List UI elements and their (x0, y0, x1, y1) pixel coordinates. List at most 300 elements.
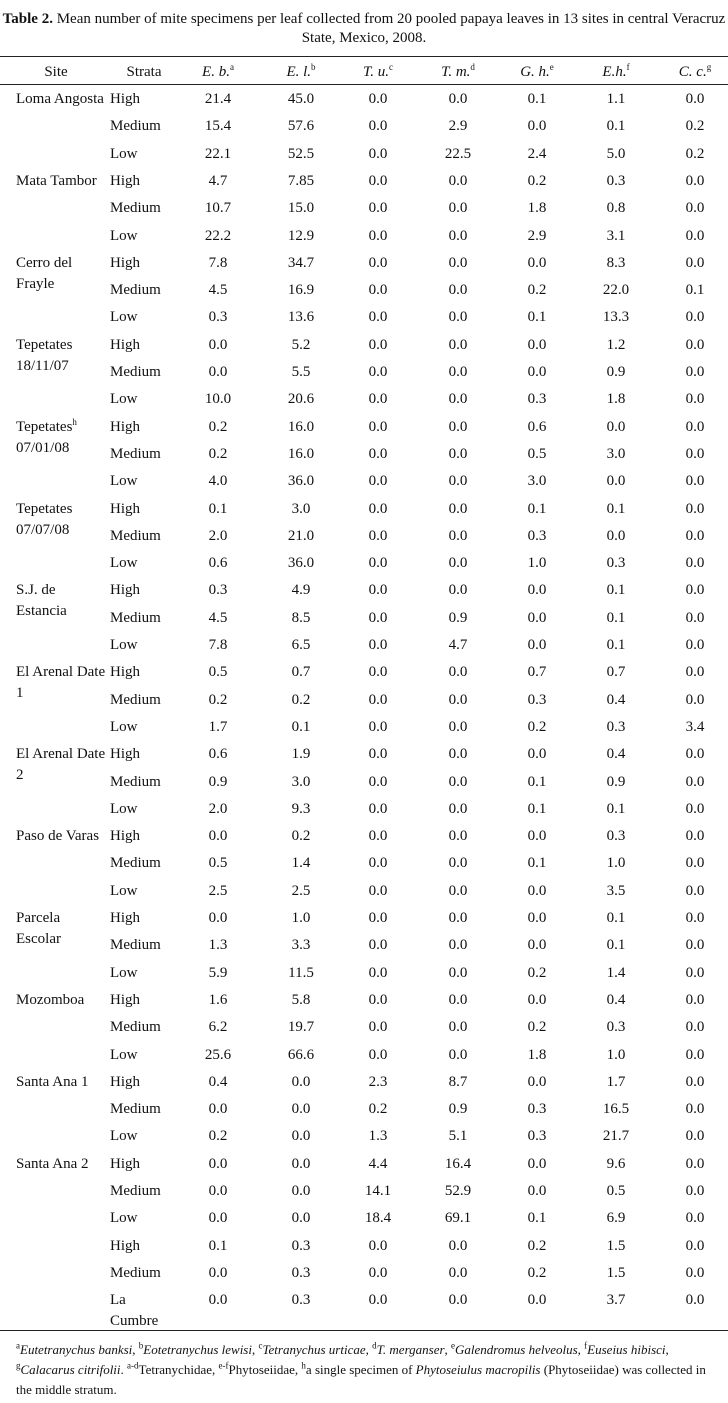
value-cell: 0.1 (208, 1237, 228, 1254)
value-cell: 0.0 (448, 254, 468, 271)
value-cell: 52.5 (287, 145, 315, 162)
value-cell: 1.9 (291, 746, 311, 763)
strata-cell: Medium (110, 855, 161, 872)
value-cell: 11.5 (288, 964, 314, 981)
value-cell: 15.0 (287, 200, 315, 217)
value-cell: 0.0 (527, 1292, 547, 1309)
value-cell: 0.0 (368, 254, 388, 271)
footnote-sup: d (372, 1340, 377, 1351)
site-cell (16, 389, 106, 416)
value-cell: 6.5 (291, 637, 311, 653)
value-cell: 0.0 (448, 991, 468, 1008)
value-cell: 0.0 (448, 227, 468, 244)
value-cell: 0.0 (685, 882, 705, 899)
footnote-text: T. merganser (376, 1342, 445, 1357)
value-cell: 0.0 (368, 336, 388, 353)
value-cell: 0.5 (606, 1183, 626, 1199)
strata-cell: High (110, 1237, 140, 1254)
strata-cell: Low (110, 637, 138, 653)
site-cell (16, 89, 106, 116)
site-name: Tepetates 07/07/08 (16, 500, 73, 538)
value-cell: 0.0 (606, 418, 626, 435)
table-row (0, 632, 728, 659)
value-cell: 0.2 (527, 1264, 547, 1281)
value-cell: 0.1 (606, 800, 626, 817)
value-cell: 0.0 (527, 364, 547, 380)
value-cell: 0.0 (685, 1073, 705, 1090)
value-cell: 0.2 (527, 282, 547, 299)
value-cell: 0.0 (448, 855, 468, 872)
value-cell: 0.0 (448, 364, 468, 380)
value-cell: 7.8 (208, 637, 228, 653)
value-cell: 0.1 (527, 309, 547, 326)
value-cell: 0.0 (208, 828, 228, 845)
table-row (0, 141, 728, 168)
value-cell: 3.1 (606, 227, 626, 244)
value-cell: 0.0 (448, 582, 468, 599)
value-cell: 0.0 (368, 445, 388, 462)
value-cell: 1.0 (291, 910, 311, 926)
site-cell (16, 1017, 106, 1044)
site-cell (16, 717, 106, 744)
table-row (0, 523, 728, 550)
value-cell: 7.8 (208, 254, 228, 271)
value-cell: 2.0 (208, 800, 228, 817)
table-row (0, 605, 728, 632)
footnote-separator: , (444, 1342, 452, 1357)
value-cell: 0.9 (606, 773, 626, 790)
value-cell: 0.3 (291, 1237, 311, 1254)
value-cell: 1.0 (606, 855, 626, 872)
value-cell: 0.1 (606, 118, 626, 135)
footnote-text: a single specimen of (305, 1362, 416, 1377)
value-cell: 0.0 (208, 1101, 228, 1118)
value-cell: 0.0 (448, 1237, 468, 1254)
value-cell: 0.7 (291, 664, 311, 681)
site-cell (16, 853, 106, 880)
value-cell: 0.1 (606, 910, 626, 926)
value-cell: 0.0 (527, 746, 547, 763)
value-cell: 10.0 (204, 391, 232, 408)
value-cell: 0.3 (527, 527, 547, 544)
value-cell: 1.7 (606, 1073, 626, 1090)
site-cell (16, 171, 106, 198)
value-cell: 1.8 (527, 200, 547, 217)
site-cell (16, 662, 106, 702)
value-cell: 0.0 (368, 91, 388, 107)
site-cell (16, 935, 106, 962)
strata-cell: Medium (110, 1183, 161, 1199)
site-cell (16, 526, 106, 553)
value-cell: 0.0 (368, 1237, 388, 1254)
site-name: Mozomboa (16, 991, 85, 1008)
value-cell: 0.1 (685, 282, 705, 299)
site-cell (16, 1181, 106, 1208)
value-cell: 0.0 (527, 1155, 547, 1172)
footnote-sup: c (258, 1340, 263, 1351)
strata-cell: High (110, 910, 140, 926)
column-header (342, 59, 414, 86)
footnote-separator: , (365, 1342, 373, 1357)
value-cell: 69.1 (444, 1210, 472, 1227)
value-cell: 3.7 (606, 1292, 626, 1309)
value-cell: 0.0 (368, 582, 388, 599)
site-sup: h (72, 416, 77, 427)
value-cell: 0.0 (527, 118, 547, 135)
value-cell: 5.0 (606, 145, 626, 162)
column-header-sup: a (229, 62, 234, 72)
column-header-text: E. b. (202, 64, 230, 80)
site-cell (16, 690, 106, 717)
value-cell: 0.9 (448, 1101, 468, 1118)
column-header (16, 59, 96, 86)
value-cell: 0.0 (527, 582, 547, 599)
value-cell: 0.0 (685, 800, 705, 817)
value-cell: 0.0 (685, 1019, 705, 1036)
site-cell (16, 1072, 106, 1099)
value-cell: 66.6 (287, 1046, 315, 1063)
value-cell: 1.7 (208, 718, 228, 735)
value-cell: 0.0 (685, 1128, 705, 1145)
value-cell: 0.0 (291, 1210, 311, 1227)
value-cell: 0.0 (685, 637, 705, 653)
strata-cell: High (110, 336, 140, 353)
value-cell: 16.5 (602, 1101, 630, 1118)
value-cell: 0.0 (208, 336, 228, 353)
column-header-text: E. l. (286, 64, 312, 80)
table-row (0, 714, 728, 741)
value-cell: 0.0 (448, 473, 468, 490)
footnote-text: Phytoseiulus macropilis (415, 1362, 541, 1377)
value-cell: 0.4 (606, 991, 626, 1008)
value-cell: 21.7 (602, 1128, 630, 1145)
value-cell: 4.9 (291, 582, 311, 599)
value-cell: 0.2 (208, 1128, 228, 1145)
value-cell: 0.0 (368, 664, 388, 681)
value-cell: 0.0 (685, 418, 705, 435)
site-cell (16, 908, 106, 947)
value-cell: 0.0 (448, 555, 468, 572)
value-cell: 0.0 (368, 1046, 388, 1063)
site-cell (16, 772, 106, 799)
site-cell (16, 826, 106, 853)
value-cell: 16.9 (287, 282, 315, 299)
value-cell: 0.2 (208, 445, 228, 462)
value-cell: 1.8 (527, 1046, 547, 1063)
site-cell (16, 1263, 106, 1290)
value-cell: 0.0 (685, 172, 705, 189)
site-name: El Arenal Date 1 (16, 664, 106, 702)
strata-cell: Medium (110, 200, 161, 217)
value-cell: 0.4 (606, 691, 626, 708)
table-footnote (16, 1340, 716, 1400)
strata-cell: Medium (110, 527, 161, 544)
value-cell: 8.7 (448, 1073, 468, 1090)
site-cell (16, 1290, 106, 1317)
value-cell: 8.3 (606, 254, 626, 271)
value-cell: 0.0 (685, 1101, 705, 1118)
site-cell (16, 963, 106, 990)
value-cell: 0.7 (606, 664, 626, 681)
value-cell: 0.5 (527, 445, 547, 462)
value-cell: 21.0 (287, 527, 315, 544)
footnote-text: (Phytoseiidae) was collected in the middle stratum. (16, 1362, 706, 1397)
value-cell: 0.0 (368, 1264, 388, 1281)
footnote-text: Calacarus citrifolii (20, 1362, 121, 1377)
value-cell: 0.0 (606, 473, 626, 490)
strata-cell: High (110, 746, 140, 763)
value-cell: 34.7 (287, 254, 315, 271)
site-cell (16, 1236, 106, 1263)
table-row (0, 769, 728, 796)
value-cell: 1.4 (291, 855, 311, 872)
value-cell: 16.4 (444, 1155, 472, 1172)
value-cell: 0.2 (208, 418, 228, 435)
site-cell (16, 881, 106, 908)
site-cell (16, 471, 106, 498)
site-name: Tepetates 18/11/07 (16, 336, 73, 374)
value-cell: 0.3 (291, 1292, 311, 1309)
site-name: S.J. de Estancia (16, 582, 67, 620)
value-cell: 22.1 (204, 145, 232, 162)
footnote-sup: b (138, 1340, 144, 1351)
value-cell: 0.0 (685, 364, 705, 380)
value-cell: 2.5 (208, 882, 228, 899)
strata-cell: Low (110, 145, 138, 162)
table-row (0, 932, 728, 959)
strata-cell: High (110, 1073, 140, 1090)
table-row (0, 1096, 728, 1123)
value-cell: 36.0 (287, 473, 315, 490)
table-row (0, 796, 728, 823)
site-cell (16, 416, 106, 456)
value-cell: 13.6 (287, 309, 315, 326)
table-row (0, 195, 728, 222)
value-cell: 0.0 (448, 746, 468, 763)
column-header (186, 59, 250, 86)
value-cell: 0.0 (685, 336, 705, 353)
footnote-separator: . (120, 1362, 128, 1377)
value-cell: 3.0 (606, 445, 626, 462)
value-cell: 0.0 (685, 609, 705, 626)
table-row (0, 1205, 728, 1232)
value-cell: 45.0 (287, 91, 315, 107)
value-cell: 0.0 (368, 172, 388, 189)
value-cell: 0.0 (448, 418, 468, 435)
table-row (0, 86, 728, 113)
footnote-separator: , (251, 1342, 259, 1357)
value-cell: 0.0 (685, 200, 705, 217)
value-cell: 0.0 (368, 910, 388, 926)
strata-cell: High (110, 500, 140, 517)
footnote-text: Galendromus helveolus (455, 1342, 578, 1357)
value-cell: 0.0 (685, 555, 705, 572)
value-cell: 0.0 (527, 910, 547, 926)
strata-cell: Low (110, 309, 138, 326)
value-cell: 0.0 (448, 937, 468, 954)
value-cell: 0.0 (527, 336, 547, 353)
strata-cell: Medium (110, 1264, 161, 1281)
site-cell (16, 253, 106, 292)
value-cell: 0.0 (448, 664, 468, 681)
footnote-text: Euseius hibisci (587, 1342, 666, 1357)
value-cell: 16.0 (287, 418, 315, 435)
value-cell: 0.0 (685, 91, 705, 107)
value-cell: 1.0 (606, 1046, 626, 1063)
value-cell: 4.0 (208, 473, 228, 490)
value-cell: 0.0 (448, 309, 468, 326)
value-cell: 0.0 (527, 637, 547, 653)
column-header-text: Strata (126, 64, 162, 80)
value-cell: 0.0 (368, 227, 388, 244)
value-cell: 0.2 (527, 1237, 547, 1254)
value-cell: 0.5 (208, 664, 228, 681)
value-cell: 0.1 (291, 718, 311, 735)
strata-cell: High (110, 254, 140, 271)
value-cell: 0.0 (685, 1264, 705, 1281)
footnote-sup: f (584, 1340, 588, 1351)
value-cell: 0.0 (685, 1292, 705, 1309)
table-row (0, 1069, 728, 1096)
value-cell: 0.0 (685, 227, 705, 244)
table-row (0, 113, 728, 140)
value-cell: 0.0 (208, 1264, 228, 1281)
value-cell: 0.0 (368, 1019, 388, 1036)
value-cell: 0.0 (368, 282, 388, 299)
value-cell: 0.0 (291, 1073, 311, 1090)
footnote-text: Phytoseiidae (228, 1362, 295, 1377)
table-row (0, 1151, 728, 1178)
strata-cell: La Cumbre (110, 1292, 159, 1330)
value-cell: 0.0 (368, 746, 388, 763)
value-cell: 0.1 (208, 500, 228, 517)
value-cell: 2.9 (527, 227, 547, 244)
value-cell: 1.1 (606, 91, 626, 107)
column-header (501, 59, 573, 86)
value-cell: 0.0 (368, 855, 388, 872)
value-cell: 6.9 (606, 1210, 626, 1227)
value-cell: 22.0 (602, 282, 630, 299)
value-cell: 2.0 (208, 527, 228, 544)
value-cell: 0.0 (527, 1073, 547, 1090)
value-cell: 0.0 (448, 500, 468, 517)
table-row (0, 1014, 728, 1041)
value-cell: 0.0 (368, 937, 388, 954)
value-cell: 0.0 (685, 1046, 705, 1063)
site-cell (16, 335, 106, 374)
value-cell: 0.0 (368, 800, 388, 817)
value-cell: 0.0 (527, 609, 547, 626)
column-header-text: T. m. (441, 64, 471, 80)
value-cell: 7.85 (287, 172, 315, 189)
value-cell: 10.7 (204, 200, 232, 217)
value-cell: 0.3 (527, 691, 547, 708)
site-cell (16, 580, 106, 620)
strata-cell: Medium (110, 1101, 161, 1118)
value-cell: 0.3 (208, 309, 228, 326)
strata-cell: Low (110, 718, 138, 735)
value-cell: 0.1 (527, 855, 547, 872)
value-cell: 0.0 (685, 1210, 705, 1227)
table-row (0, 277, 728, 304)
value-cell: 3.4 (685, 718, 705, 735)
value-cell: 0.0 (606, 527, 626, 544)
value-cell: 3.0 (291, 773, 311, 790)
site-cell (16, 499, 106, 538)
value-cell: 4.5 (208, 609, 228, 626)
strata-cell: Medium (110, 118, 161, 135)
value-cell: 0.0 (448, 800, 468, 817)
value-cell: 0.2 (527, 964, 547, 981)
site-cell (16, 1154, 106, 1181)
value-cell: 3.3 (291, 937, 311, 954)
strata-cell: Medium (110, 1019, 161, 1036)
value-cell: 0.0 (527, 828, 547, 845)
value-cell: 0.0 (208, 1210, 228, 1227)
value-cell: 0.0 (368, 527, 388, 544)
table-row (0, 304, 728, 331)
value-cell: 1.3 (208, 937, 228, 954)
table-row (0, 223, 728, 250)
value-cell: 1.8 (606, 391, 626, 408)
table-row (0, 168, 728, 195)
strata-cell: Low (110, 1046, 138, 1063)
value-cell: 8.5 (291, 609, 311, 626)
value-cell: 0.2 (685, 118, 705, 135)
value-cell: 0.0 (208, 1292, 228, 1309)
table-row (0, 850, 728, 877)
footnote-text: Eutetranychus banksi (20, 1342, 133, 1357)
value-cell: 2.5 (291, 882, 311, 899)
column-header (421, 59, 495, 86)
value-cell: 4.5 (208, 282, 228, 299)
value-cell: 0.0 (685, 1237, 705, 1254)
value-cell: 5.5 (291, 364, 311, 380)
site-cell (16, 226, 106, 253)
site-name: Parcela Escolar (16, 910, 61, 947)
value-cell: 0.0 (448, 1264, 468, 1281)
value-cell: 14.1 (364, 1183, 392, 1199)
value-cell: 0.0 (448, 1292, 468, 1309)
value-cell: 0.2 (527, 1019, 547, 1036)
value-cell: 1.3 (368, 1128, 388, 1145)
value-cell: 19.7 (287, 1019, 315, 1036)
site-cell (16, 144, 106, 171)
value-cell: 0.0 (448, 200, 468, 217)
site-cell (16, 608, 106, 635)
site-name: Mata Tambor (16, 172, 97, 189)
site-cell (16, 280, 106, 307)
strata-cell: High (110, 1155, 140, 1172)
value-cell: 0.0 (685, 937, 705, 954)
value-cell: 0.0 (368, 1292, 388, 1309)
value-cell: 0.3 (527, 391, 547, 408)
strata-cell: High (110, 172, 140, 189)
column-header-sup: f (626, 62, 630, 72)
strata-cell: High (110, 582, 140, 599)
value-cell: 0.0 (685, 1155, 705, 1172)
value-cell: 4.7 (208, 172, 228, 189)
column-header-text: T. u. (363, 64, 389, 80)
header-row (0, 59, 728, 86)
value-cell: 0.7 (527, 664, 547, 681)
value-cell: 0.0 (448, 282, 468, 299)
strata-cell: Low (110, 555, 138, 572)
value-cell: 0.0 (368, 364, 388, 380)
value-cell: 0.2 (527, 172, 547, 189)
value-cell: 1.4 (606, 964, 626, 981)
value-cell: 0.0 (448, 527, 468, 544)
